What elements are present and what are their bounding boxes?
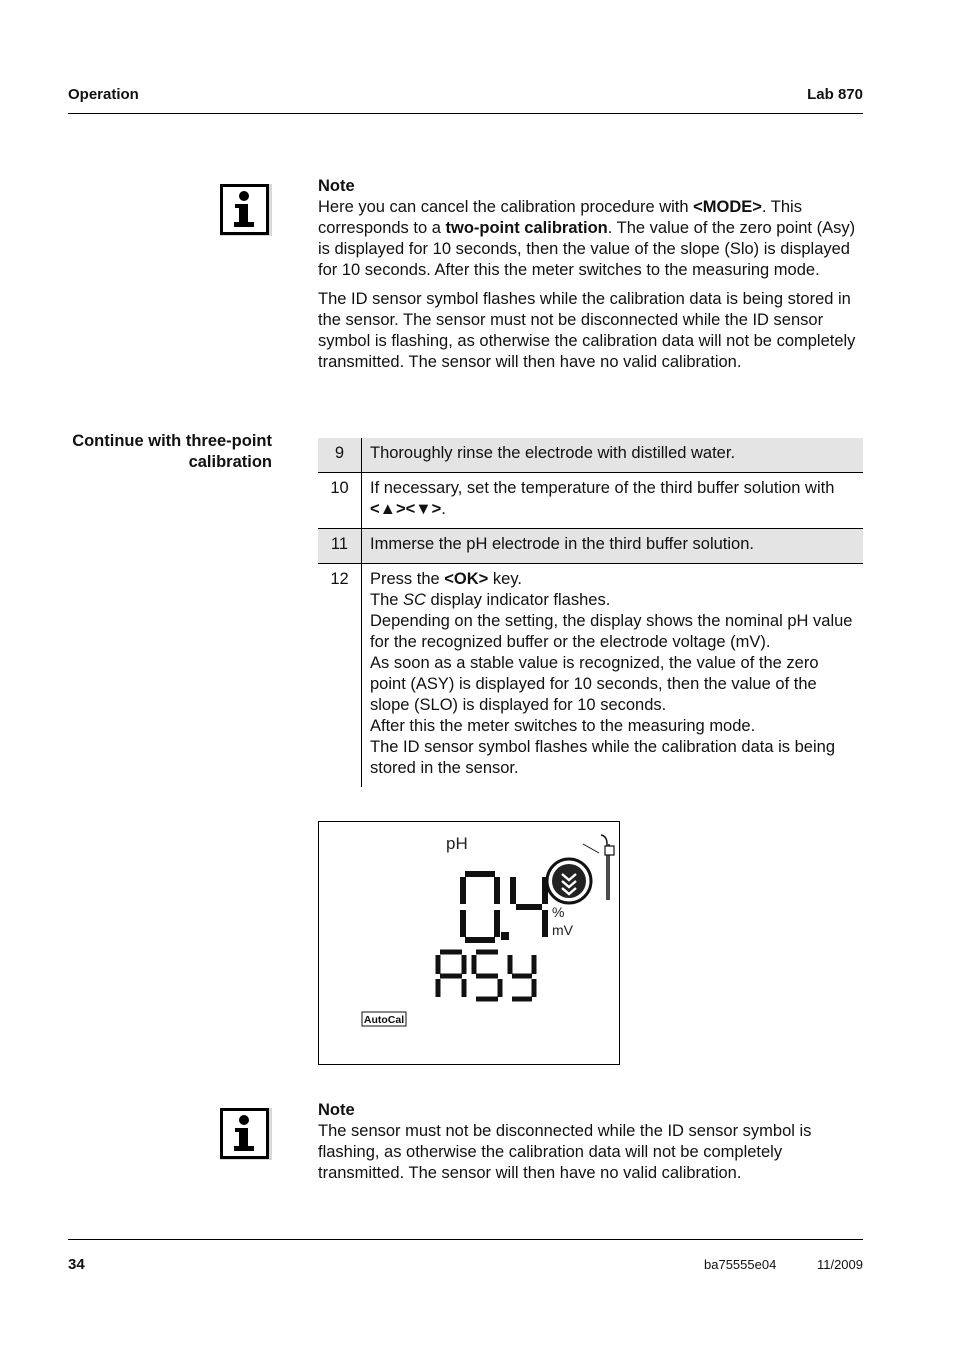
info-icon [220, 1108, 272, 1160]
document-date: 11/2009 [816, 1257, 863, 1272]
step-text-run: <▲><▼> [370, 500, 442, 518]
step-text-run: <OK> [444, 570, 489, 588]
note-1 [318, 176, 866, 381]
note-1-text-run: . The value of the zero point (Asy) is displayed for 10 seconds, then the value of the slope (Slo) is displayed for 10 seconds. After this the meter switches to the measuring mode. [318, 219, 856, 279]
step-number: 12 [318, 564, 362, 788]
steps-table [318, 438, 863, 787]
footer-rule [68, 1239, 863, 1240]
section-label: Continue with three-point calibration [72, 432, 272, 471]
display-main-value [463, 874, 545, 940]
step-line [370, 534, 855, 555]
step-number: 10 [318, 473, 362, 529]
id-sensor-icon [547, 835, 619, 903]
step-text-run: The ID sensor symbol flashes while the calibration data is being stored in the sensor. [370, 738, 835, 777]
step-line [370, 653, 855, 716]
step-text-run: After this the meter switches to the measuring mode. [370, 717, 756, 735]
info-icon [220, 184, 272, 236]
note-2-title: Note [318, 1101, 355, 1119]
display-secondary-value [438, 952, 534, 999]
step-text [362, 438, 864, 473]
step-row [318, 529, 863, 564]
step-text-run: The [370, 591, 404, 609]
display-unit-ph: pH [446, 834, 468, 853]
step-text-run: Thoroughly rinse the electrode with distilled water. [370, 444, 736, 462]
step-line [370, 716, 855, 737]
step-line [370, 590, 855, 611]
step-text-run: Depending on the setting, the display shows the nominal pH value for the recognized buffer or the electrode voltage (mV). [370, 612, 853, 651]
step-row [318, 473, 863, 529]
step-row [318, 438, 863, 473]
step-text-run: Immerse the pH electrode in the third buffer solution. [370, 535, 754, 553]
step-text-run: As soon as a stable value is recognized, the value of the zero point (ASY) is displayed for 10 seconds, then the value of the slope (SLO) is displayed for 10 seconds. [370, 654, 819, 714]
note-1-text-run: Here you can cancel the calibration procedure with [318, 198, 694, 216]
note-1-title: Note [318, 177, 355, 195]
step-number: 11 [318, 529, 362, 564]
note-1-text-run: . This corresponds to a [318, 198, 802, 237]
note-1-paragraph-2: The ID sensor symbol flashes while the calibration data is being stored in the sensor. The sensor must not be disconnected while the ID sensor symbol is flashing, as otherwise the calibration data will not be completely transmitted. The sensor will then have no valid calibration. [318, 290, 856, 371]
note-1-text-run: two-point calibration [445, 219, 608, 237]
note-1-text-run: <MODE> [693, 198, 762, 216]
step-text-run: Press the [370, 570, 445, 588]
step-line [370, 478, 855, 520]
step-text-run: . [441, 500, 446, 518]
step-line [370, 611, 855, 653]
step-text-run: display indicator flashes. [425, 591, 611, 609]
document-id: ba75555e04 [704, 1257, 777, 1272]
step-line [370, 443, 855, 464]
display-autocal-badge: AutoCal [363, 1014, 405, 1026]
note-2 [318, 1100, 866, 1192]
page-number: 34 [68, 1256, 85, 1273]
note-1-paragraph-1 [318, 197, 866, 281]
step-text-run: SC [403, 591, 426, 609]
display-unit-mv: mV [552, 922, 573, 938]
step-line [370, 569, 855, 590]
step-number: 9 [318, 438, 362, 473]
step-line [370, 737, 855, 779]
header-rule [68, 113, 863, 114]
display-unit-percent: % [552, 904, 565, 920]
step-text-run: If necessary, set the temperature of the third buffer solution with [370, 479, 835, 497]
meter-display [318, 821, 620, 1065]
note-2-text: The sensor must not be disconnected while the ID sensor symbol is flashing, as otherwise the calibration data will not be completely transmitted. The sensor will then have no valid calibration. [318, 1122, 812, 1182]
step-row [318, 564, 863, 788]
header-product: Lab 870 [807, 86, 863, 103]
step-text [362, 529, 864, 564]
step-text [362, 473, 864, 529]
header-section: Operation [68, 86, 139, 103]
step-text-run: key. [488, 570, 522, 588]
step-text [362, 564, 864, 788]
